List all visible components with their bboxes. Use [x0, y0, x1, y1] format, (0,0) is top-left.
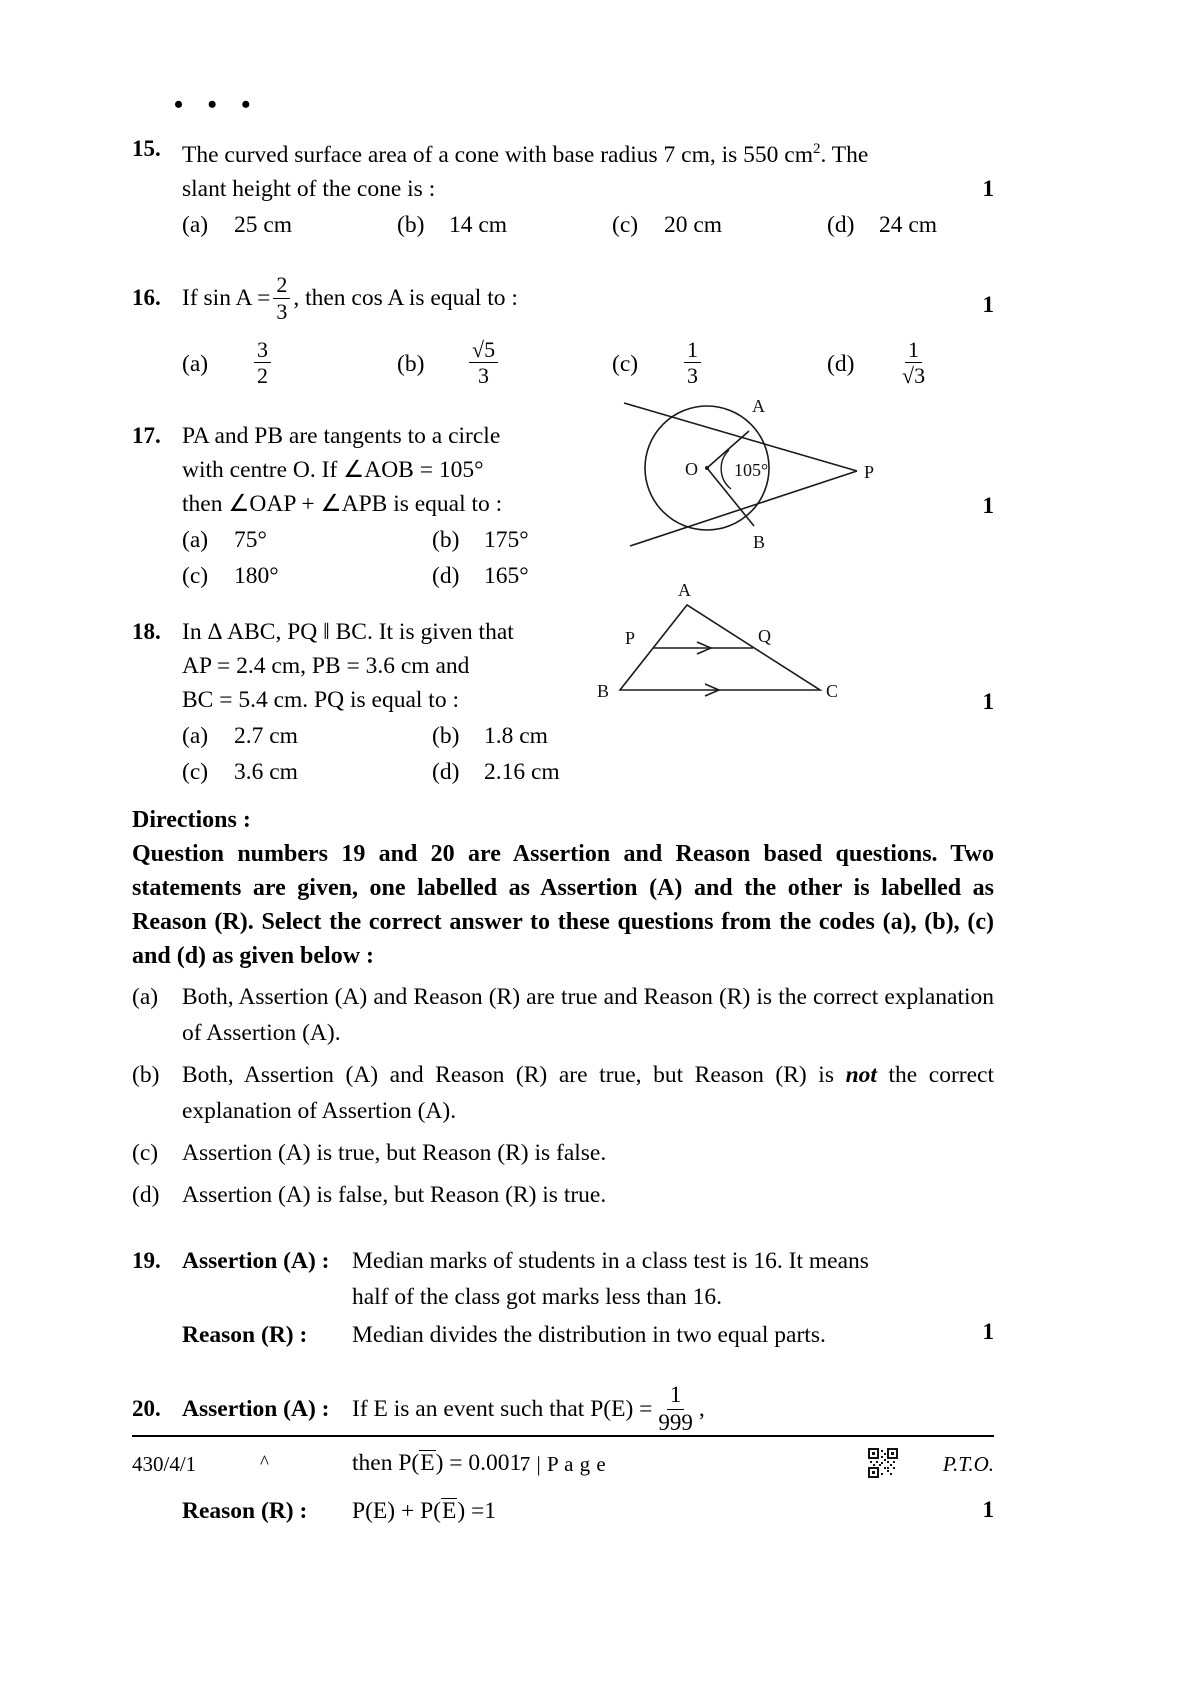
option-label: (b) — [432, 723, 460, 750]
question-17-marks: 1 — [982, 493, 994, 519]
tangent-line-lower — [630, 471, 857, 546]
question-20-assertion-text — [352, 1383, 994, 1437]
label-Q: Q — [758, 626, 771, 646]
option-value: 2.16 cm — [484, 759, 560, 786]
question-16-stem-fraction — [273, 273, 290, 324]
page-footer — [132, 1448, 994, 1488]
question-18-option-c[interactable] — [182, 755, 432, 789]
fraction-denominator: 3 — [478, 363, 490, 389]
qr-code-svg — [868, 1448, 898, 1478]
question-15-options — [182, 208, 994, 242]
question-17-option-a[interactable] — [182, 523, 432, 557]
reason-post: ) =1 — [457, 1498, 497, 1525]
question-15-marks: 1 — [982, 176, 994, 201]
fraction-numerator: √5 — [469, 338, 498, 364]
circle-tangent-svg — [612, 368, 912, 568]
fraction-denominator: √3 — [902, 363, 926, 389]
question-16-stem-post: , then cos A is equal to : — [293, 284, 518, 311]
fraction-numerator: 2 — [273, 273, 290, 299]
question-17-line3: then ∠OAP + ∠APB is equal to : — [182, 491, 503, 518]
option-label: (d) — [827, 211, 855, 238]
center-dot — [705, 466, 709, 470]
question-18-line1: In Δ ABC, PQ ‖ BC. It is given that — [182, 619, 514, 646]
option-label: (a) — [132, 984, 159, 1011]
question-18-options-row2 — [182, 755, 994, 789]
directions-option-a[interactable] — [132, 979, 994, 1051]
option-text: Both, Assertion (A) and Reason (R) are true and Reason (R) is the correct explanation of Assertion (A). — [182, 984, 994, 1047]
question-15-number: 15. — [132, 136, 161, 161]
option-value: 75° — [234, 527, 267, 554]
directions-option-b[interactable] — [132, 1057, 994, 1129]
label-P: P — [864, 462, 875, 482]
page-number-label: 7 | P a g e — [519, 1452, 607, 1476]
line2-pre: then P( — [352, 1450, 420, 1477]
question-15-line2: slant height of the cone is : — [182, 175, 436, 202]
question-15-text — [182, 132, 994, 206]
question-18-option-d[interactable] — [432, 755, 682, 789]
question-18-option-b[interactable] — [432, 719, 682, 753]
complement-bar-E: E — [420, 1450, 435, 1477]
question-17-figure — [612, 368, 912, 568]
pto-label: P.T.O. — [942, 1452, 994, 1476]
complement-bar-E: E — [441, 1498, 457, 1525]
question-18-options-row1 — [182, 719, 994, 753]
question-17-text — [182, 419, 602, 521]
question-16-option-b[interactable] — [397, 336, 612, 390]
question-19-marks: 1 — [982, 1319, 994, 1345]
question-15-text-part2: . The — [820, 141, 869, 168]
label-A: A — [678, 580, 691, 600]
option-label: (d) — [432, 759, 460, 786]
question-20-marks: 1 — [982, 1497, 994, 1523]
option-label: (a) — [182, 527, 209, 554]
question-17-number: 17. — [132, 423, 161, 449]
option-text: Assertion (A) is true, but Reason (R) is false. — [182, 1140, 607, 1167]
option-text-before: Both, Assertion (A) and Reason (R) are true, but Reason (R) is — [182, 1062, 846, 1089]
question-19-assertion-line2: half of the class got marks less than 16. — [352, 1284, 723, 1311]
option-value: 24 cm — [879, 211, 938, 238]
continuation-dots: • • • — [174, 90, 260, 119]
option-text — [182, 1057, 994, 1129]
question-19-reason-text: Median divides the distribution in two equal parts. — [352, 1322, 826, 1349]
question-15 — [132, 132, 994, 242]
fraction-numerator: 1 — [684, 338, 701, 364]
option-label: (d) — [827, 350, 855, 377]
option-label: (b) — [432, 527, 460, 554]
option-value: 180° — [234, 563, 279, 590]
question-19 — [132, 1243, 994, 1353]
option-text-after: the correct explanation of Assertion (A). — [182, 1062, 994, 1125]
question-15-option-b[interactable] — [397, 208, 612, 242]
question-15-text-part1: The curved surface area of a cone with base radius 7 cm, is 550 cm — [182, 141, 813, 168]
fraction-denominator: 3 — [687, 363, 698, 389]
directions-paragraph: Question numbers 19 and 20 are Assertion and Reason based questions. Two statements are given, one labelled as Assertion (A) and the other is labelled as Reason (R). Select the correct answer to these questions from the codes (a), (b), (c) and (d) as given below : — [132, 841, 994, 970]
option-label: (d) — [132, 1182, 160, 1209]
option-value: 14 cm — [449, 211, 508, 238]
question-15-superscript: 2 — [812, 141, 821, 157]
fraction-denominator: 999 — [658, 1410, 693, 1436]
question-18-figure — [575, 560, 875, 715]
option-label: (c) — [612, 211, 639, 238]
footer-divider — [132, 1435, 994, 1437]
label-P: P — [625, 628, 636, 648]
option-label: (a) — [182, 723, 209, 750]
option-value: 1.8 cm — [484, 723, 548, 750]
question-19-assertion-line1: Median marks of students in a class test is 16. It means — [352, 1248, 869, 1275]
fraction-numerator: 3 — [254, 338, 271, 364]
fraction-numerator: 1 — [905, 338, 922, 364]
option-label: (b) — [397, 211, 425, 238]
option-value: 3.6 cm — [234, 759, 298, 786]
option-fraction — [254, 338, 271, 389]
label-O: O — [685, 459, 698, 479]
directions-option-d[interactable] — [132, 1177, 994, 1213]
label-B: B — [753, 532, 766, 552]
option-value: 25 cm — [234, 211, 293, 238]
question-20-number: 20. — [132, 1396, 161, 1422]
question-19-assertion-text — [352, 1243, 994, 1315]
qr-code-icon — [868, 1448, 898, 1478]
probability-fraction — [655, 1383, 696, 1436]
option-value: 20 cm — [664, 211, 723, 238]
question-17-option-c[interactable] — [182, 559, 432, 593]
option-value: 175° — [484, 527, 529, 554]
option-text-emphasis: not — [845, 1062, 877, 1089]
option-label: (c) — [132, 1140, 159, 1167]
caret-mark: ^ — [260, 1452, 269, 1473]
question-15-option-a[interactable] — [182, 208, 397, 242]
paper-code: 430/4/1 — [132, 1452, 197, 1476]
question-18-option-a[interactable] — [182, 719, 432, 753]
question-20-assertion-label: Assertion (A) : — [182, 1396, 330, 1423]
question-15-option-c[interactable] — [612, 208, 827, 242]
directions-block — [132, 803, 994, 973]
fraction-numerator: 1 — [667, 1383, 685, 1410]
question-16-marks: 1 — [982, 291, 994, 317]
triangle-svg — [575, 560, 875, 715]
question-16-option-a[interactable] — [182, 336, 397, 390]
question-20-reason-label: Reason (R) : — [182, 1498, 308, 1525]
page-content — [132, 92, 994, 1529]
question-18-line2: AP = 2.4 cm, PB = 3.6 cm and — [182, 653, 470, 680]
label-angle-105: 105° — [734, 460, 769, 480]
question-18-text — [182, 615, 602, 717]
option-label: (c) — [182, 563, 209, 590]
question-16-number: 16. — [132, 284, 161, 310]
option-label: (b) — [397, 350, 425, 377]
fraction-denominator: 2 — [257, 363, 268, 389]
question-19-number: 19. — [132, 1248, 161, 1274]
label-C: C — [826, 681, 839, 701]
option-value: 165° — [484, 563, 529, 590]
option-label: (a) — [182, 211, 209, 238]
line2-post: ) = 0.001. — [435, 1450, 528, 1477]
question-17-line2: with centre O. If ∠AOB = 105° — [182, 457, 484, 484]
option-label: (d) — [432, 563, 460, 590]
reason-pre: P(E) + P( — [352, 1498, 441, 1525]
question-18-number: 18. — [132, 619, 161, 645]
question-17-line1: PA and PB are tangents to a circle — [182, 423, 501, 450]
option-label: (b) — [132, 1062, 160, 1089]
question-19-assertion-label: Assertion (A) : — [182, 1248, 330, 1275]
option-label: (a) — [182, 350, 209, 377]
question-16-text — [182, 272, 994, 325]
question-20-assertion-post: , — [698, 1396, 705, 1423]
fraction-denominator: 3 — [276, 298, 288, 324]
question-18-line3: BC = 5.4 cm. PQ is equal to : — [182, 687, 459, 714]
label-A: A — [752, 396, 765, 416]
option-label: (c) — [182, 759, 209, 786]
option-text: Assertion (A) is false, but Reason (R) is true. — [182, 1182, 607, 1209]
question-20-reason-text — [352, 1493, 994, 1529]
directions-option-c[interactable] — [132, 1135, 994, 1171]
directions-heading: Directions : — [132, 807, 251, 834]
question-15-option-d[interactable] — [827, 208, 937, 242]
question-20-assertion-pre: If E is an event such that P(E) = — [352, 1396, 653, 1423]
question-18-marks: 1 — [982, 689, 994, 715]
option-label: (c) — [612, 350, 639, 377]
label-B: B — [597, 681, 610, 701]
question-19-reason-label: Reason (R) : — [182, 1322, 308, 1349]
option-fraction — [469, 338, 498, 389]
option-value: 2.7 cm — [234, 723, 298, 750]
angle-arc — [721, 450, 731, 489]
question-16-stem-pre: If sin A = — [182, 284, 271, 311]
